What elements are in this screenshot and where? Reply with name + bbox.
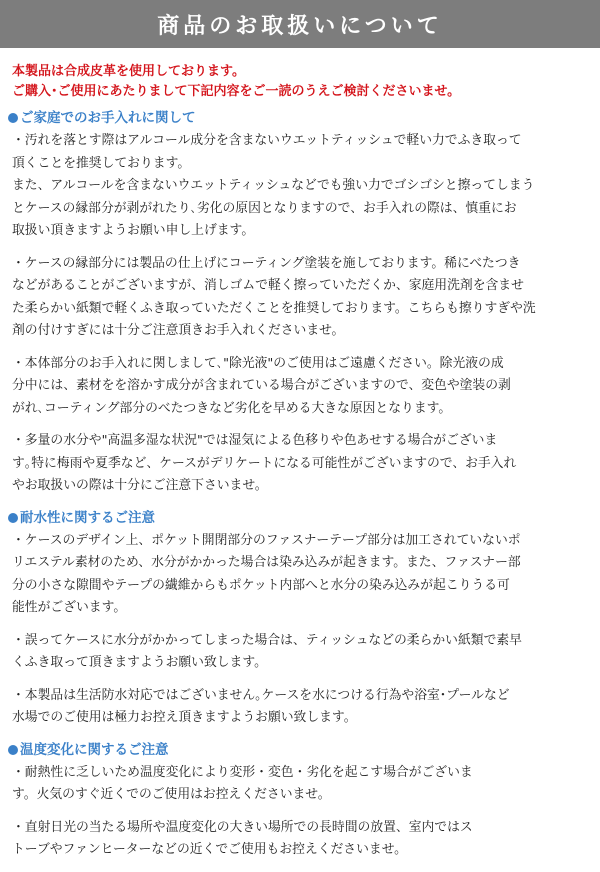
section-title-text: 耐水性に関するご注意 xyxy=(20,509,155,526)
paragraph-line: 頂くことを推奨しております。 xyxy=(12,155,191,171)
section-title-text: ご家庭でのお手入れに関して xyxy=(20,110,196,126)
paragraph xyxy=(12,130,592,243)
notice-line: 本製品は合成皮革を使用しております。 xyxy=(12,64,245,79)
paragraph-line: ・ケースの縁部分には製品の仕上げにコーティング塗装を施しております。稀にべたつき xyxy=(12,255,521,271)
paragraph-line: くふき取って頂きますようお願い致します。 xyxy=(12,655,267,670)
paragraph xyxy=(12,630,592,675)
bullet-dot-icon xyxy=(8,513,18,523)
paragraph-line: ・ケースのデザイン上、ポケット開閉部分のファスナーテープ部分は加工されていないポ xyxy=(12,532,521,548)
section-title xyxy=(8,108,600,128)
paragraph-line: ・誤ってケースに水分がかかってしまった場合は、ティッシュなどの柔らかい紙類で素早 xyxy=(12,632,522,648)
paragraph-line: などがあることがございますが、消しゴムで軽く擦っていただくか、家庭用洗剤を含ませ xyxy=(12,278,524,293)
paragraph xyxy=(12,353,592,421)
paragraph-line: とケースの縁部分が剥がれたり､劣化の原因となりますので、お手入れの際は、慎重にお xyxy=(12,200,517,216)
paragraph-line: た柔らかい紙類で軽くふき取っていただくことを推奨しております。こちらも擦りすぎや洗 xyxy=(12,300,536,316)
paragraph-line: ・耐熱性に乏しいため温度変化により変形・変色・劣化を起こす場合がございま xyxy=(12,764,473,780)
paragraph-line: 水場でのご使用は極力お控え頂きますようお願い致します。 xyxy=(12,710,357,725)
paragraph-line: ・直射日光の当たる場所や温度変化の大きい場所での長時間の放置、室内ではス xyxy=(12,819,473,835)
page-title: 商品のお取扱いについて xyxy=(0,0,600,48)
section-title xyxy=(8,740,600,760)
bullet-dot-icon xyxy=(8,113,18,123)
paragraph xyxy=(12,685,592,730)
paragraph-line: ・本製品は生活防水対応ではございません｡ケースを水につける行為や浴室･プールなど xyxy=(12,687,510,703)
section-title-text: 温度変化に関するご注意 xyxy=(20,741,169,758)
paragraph-line: 分中には、素材をを溶かす成分が含まれている場合がございますので、変色や塗装の剥 xyxy=(12,378,511,393)
paragraph-line: また、アルコールを含まないウエットティッシュなどでも強い力でゴシゴシと擦ってしまう xyxy=(12,178,535,193)
paragraph-line: す。火気のすぐ近くでのご使用はお控えくださいませ。 xyxy=(12,787,331,802)
paragraph-line: ・多量の水分や"高温多湿な状況"では湿気による色移りや色あせする場合がございま xyxy=(12,433,498,448)
paragraph-line: す｡特に梅雨や夏季など、ケースがデリケートになる可能性がございますので、お手入れ xyxy=(12,455,517,471)
paragraph xyxy=(12,762,592,807)
paragraph-line: トーブやファンヒーターなどの近くでご使用もお控えくださいませ。 xyxy=(12,842,407,857)
section xyxy=(0,740,600,862)
paragraph-line: ・汚れを落とす際はアルコール成分を含まないウエットティッシュで軽い力でふき取って xyxy=(12,133,522,148)
paragraph-line: 剤の付けすぎには十分ご注意頂きお手入れくださいませ。 xyxy=(12,323,345,338)
section xyxy=(0,108,600,498)
paragraph xyxy=(12,530,592,620)
paragraph-line: リエステル素材のため、水分がかかった場合は染み込みが起きます。また、ファスナー部 xyxy=(12,555,521,570)
paragraph xyxy=(12,817,592,862)
section-title xyxy=(8,508,600,528)
paragraph xyxy=(12,430,592,498)
paragraph-line: 取扱い頂きますようお願い申し上げます。 xyxy=(12,223,255,238)
bullet-dot-icon xyxy=(8,745,18,755)
notice-block xyxy=(12,62,592,102)
content xyxy=(0,108,600,872)
paragraph-line: 分の小さな隙間やテープの繊維からもポケット内部へと水分の染み込みが起こりうる可 xyxy=(12,577,510,593)
paragraph-line: やお取扱いの際は十分にご注意下さいませ。 xyxy=(12,478,268,493)
notice-line: ご購入･ご使用にあたりまして下記内容をご一読のうえご検討くださいませ。 xyxy=(12,84,461,99)
section xyxy=(0,508,600,730)
paragraph-line: ・本体部分のお手入れに関しまして､"除光液"のご使用はご遠慮ください。除光液の成 xyxy=(12,355,504,371)
paragraph xyxy=(12,253,592,343)
paragraph-line: 能性がございます。 xyxy=(12,600,127,615)
paragraph-line: がれ､コーティング部分のべたつきなど劣化を早める大きな原因となります。 xyxy=(12,400,452,416)
